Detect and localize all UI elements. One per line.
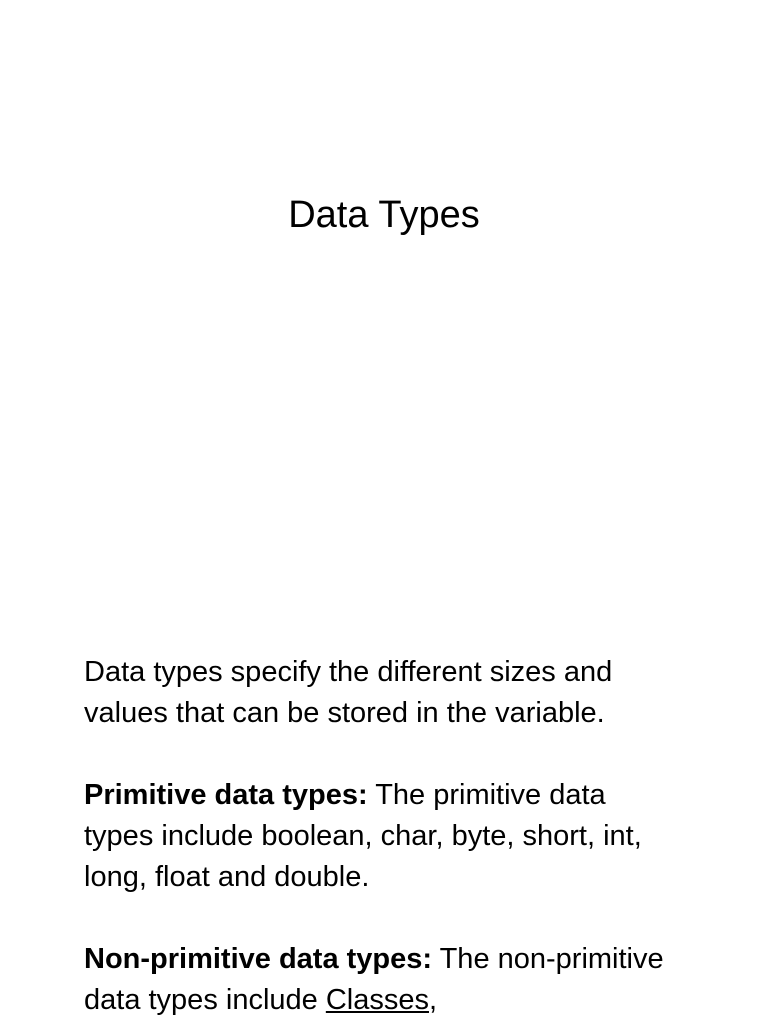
non-primitive-text: The non-primitive data types include [84, 943, 664, 1016]
primitive-label: Primitive data types: [84, 779, 368, 811]
non-primitive-tail: , [428, 984, 438, 1016]
non-primitive-label: Non-primitive data types: [84, 943, 433, 975]
intro-paragraph: Data types specify the different sizes and values that can be stored in the variable. [84, 656, 613, 729]
non-primitive-paragraph [84, 939, 674, 1021]
primitive-text: The primitive data types include boolean, char, byte, short, int, long, float and double. [84, 779, 642, 893]
slide-title: Data Types [288, 194, 480, 236]
classes-link[interactable]: Classes [325, 984, 429, 1016]
slide-body [84, 652, 674, 1021]
primitive-paragraph [84, 775, 674, 898]
